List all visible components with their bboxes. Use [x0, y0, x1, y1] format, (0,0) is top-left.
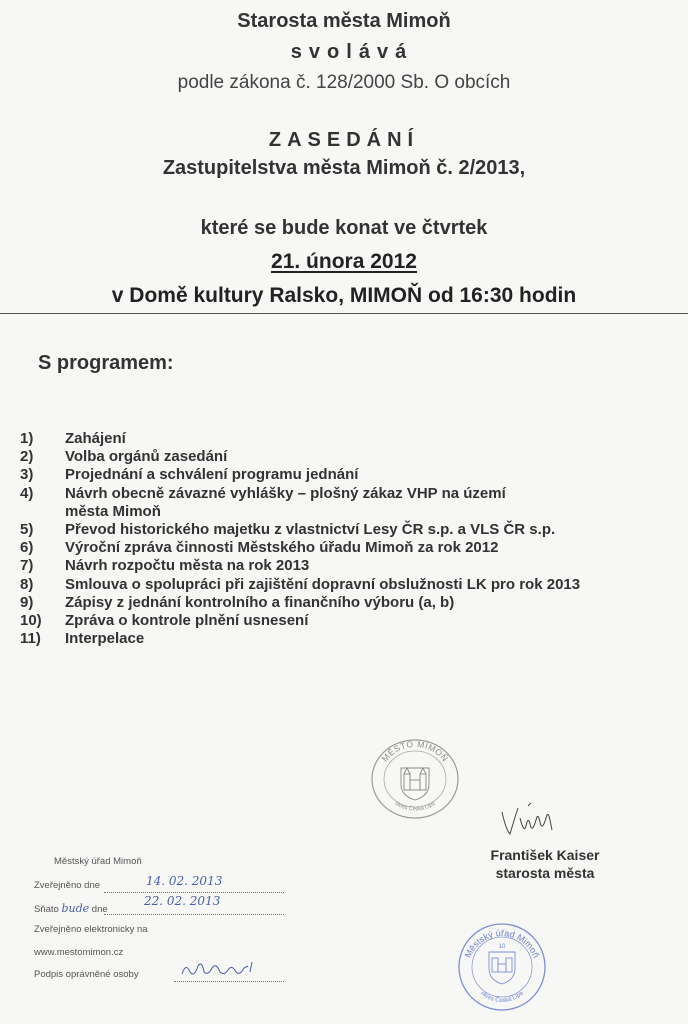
published-date: 14. 02. 2013 — [146, 874, 223, 888]
agenda-item-text: Projednání a schválení programu jednání — [65, 466, 359, 484]
agenda-item-number: 4) — [20, 484, 34, 502]
agenda-list — [20, 430, 688, 648]
removed-label-pre: Sňato — [34, 904, 59, 915]
meeting-title: Zastupitelstva města Mimoň č. 2/2013, — [162, 157, 526, 179]
agenda-item — [20, 521, 688, 539]
official-signature — [178, 958, 278, 980]
agenda-item-text: Návrh obecně závazné vyhlášky – plošný zákaz VHP na území města Mimoň — [65, 484, 506, 520]
signature-label: Podpis oprávněné osoby — [34, 969, 139, 980]
town-stamp — [370, 738, 460, 820]
agenda-item-number: 7) — [20, 557, 34, 575]
agenda-item-number: 11) — [20, 630, 41, 648]
removed-date: 22. 02. 2013 — [144, 894, 221, 908]
agenda-item — [20, 630, 688, 648]
agenda-item — [20, 448, 688, 466]
signature-block — [470, 846, 620, 882]
office-stamp-text: Městský úřad Mimoň — [462, 927, 542, 960]
agenda-item — [20, 539, 688, 557]
agenda-item-number: 1) — [20, 430, 34, 447]
coat-of-arms-icon — [401, 768, 429, 800]
meeting-date: 21. února 2012 — [271, 250, 417, 273]
office-title: Městský úřad Mimoň — [54, 856, 142, 867]
agenda-item — [20, 612, 688, 630]
agenda-item-number: 3) — [20, 466, 34, 484]
agenda-item — [20, 430, 688, 448]
agenda-item-text: Interpelace — [65, 630, 145, 648]
program-heading: S programem: — [38, 352, 174, 374]
convenes-verb: svolává — [290, 41, 414, 63]
dotted-line — [104, 892, 284, 893]
website: www.mestomimon.cz — [34, 947, 124, 958]
agenda-item-text: Návrh rozpočtu města na rok 2013 — [65, 557, 310, 575]
electronic-label: Zveřejněno elektronicky na — [34, 924, 148, 935]
meeting-day: které se bude konat ve čtvrtek — [200, 217, 488, 239]
agenda-item — [20, 576, 688, 594]
agenda-item-number: 2) — [20, 448, 34, 466]
mayor-role: starosta města — [495, 865, 595, 881]
dotted-line — [174, 981, 284, 982]
agenda-item — [20, 466, 688, 484]
svg-text:okres Česká Lípa — [394, 800, 437, 812]
office-stamp-bottom: okres Česká Lípa — [479, 990, 525, 1004]
agenda-item-text: Převod historického majetku z vlastnictví Lesy ČR s.p. a VLS ČR s.p. — [65, 521, 556, 539]
town-stamp-bottom: okres Česká Lípa — [393, 800, 437, 813]
mayor-signature — [498, 800, 558, 840]
meeting-place-time: v Domě kultury Ralsko, MIMOŇ od 16:30 hodin — [111, 284, 577, 307]
agenda-item-text: Zápisy z jednání kontrolního a finančního výboru (a, b) — [65, 593, 455, 611]
office-stamp-number: 10 — [498, 944, 506, 950]
town-stamp-text: MĚSTO MIMOŇ — [379, 738, 451, 764]
meeting-heading: ZASEDÁNÍ — [268, 129, 420, 151]
removed-label — [34, 902, 108, 915]
agenda-item — [20, 557, 688, 575]
agenda-item-text: Smlouva o spolupráci při zajištění dopravní obslužnosti LK pro rok 2013 — [65, 575, 581, 593]
agenda-item-number: 6) — [20, 539, 34, 557]
agenda-item — [20, 485, 688, 521]
agenda-item-text: Zahájení — [65, 430, 126, 447]
office-stamp — [456, 922, 548, 1012]
dotted-line — [104, 914, 284, 915]
agenda-item-number: 10) — [20, 612, 42, 630]
removed-label-post: dne — [91, 904, 108, 915]
published-label: Zveřejněno dne — [34, 880, 101, 891]
legal-basis: podle zákona č. 128/2000 Sb. O obcích — [177, 72, 511, 93]
agenda-item-text: Volba orgánů zasedání — [65, 448, 228, 466]
divider-line — [0, 313, 688, 314]
agenda-item-number: 5) — [20, 521, 34, 539]
agenda-item-number: 9) — [20, 593, 34, 611]
agenda-item-number: 8) — [20, 575, 34, 593]
removed-handwriting: bude — [61, 902, 90, 915]
agenda-item — [20, 594, 688, 612]
coat-of-arms-icon — [489, 952, 515, 984]
agenda-item-text: Zpráva o kontrole plnění usnesení — [65, 612, 309, 630]
agenda-item-text: Výroční zpráva činnosti Městského úřadu Mimoň za rok 2012 — [65, 539, 499, 557]
convener-title: Starosta města Mimoň — [237, 10, 451, 32]
mayor-name: František Kaiser — [490, 847, 600, 863]
